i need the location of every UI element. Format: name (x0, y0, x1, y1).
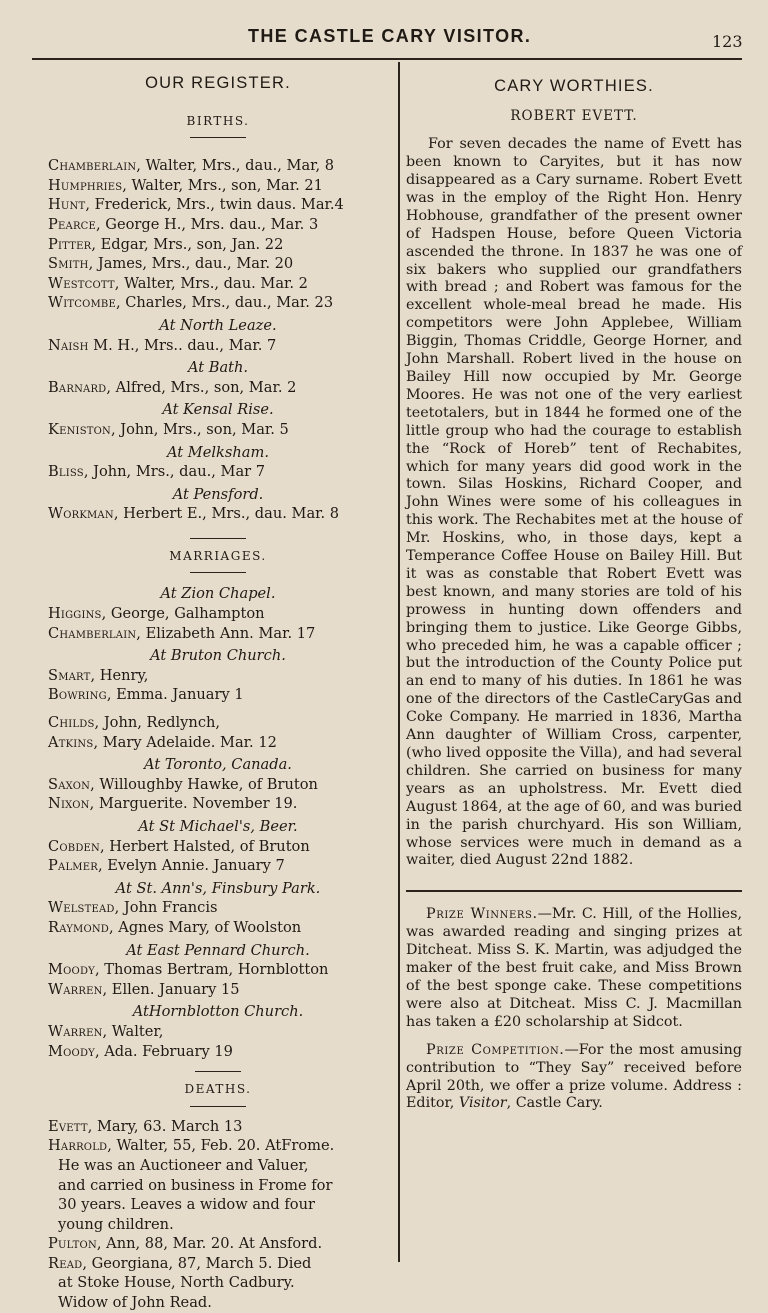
entry-surname: Palmer (48, 857, 98, 875)
entry-surname: Barnard (48, 378, 107, 396)
entry-details: , Ada. February 19 (94, 1042, 233, 1060)
page-number: 123 (712, 32, 743, 51)
entry-details: young children. (58, 1215, 174, 1233)
place-heading: At North Leaze. (159, 316, 277, 334)
register-entry (48, 1254, 388, 1274)
entry-details: , Frederick, Mrs., twin daus. Mar.4 (85, 196, 344, 214)
entry-surname: Read (48, 1254, 83, 1272)
entry-details: , George H., Mrs. dau., Mar. 3 (96, 215, 319, 233)
register-entry (48, 604, 388, 624)
place-heading: At Bath. (187, 359, 249, 377)
place-heading: At Pensford. (172, 485, 264, 503)
register-entry (48, 274, 388, 294)
entry-surname: Harrold (48, 1137, 108, 1155)
entry-details: , Henry, (90, 666, 149, 684)
entry-surname: Humphries (48, 176, 123, 194)
article-separator (406, 890, 742, 892)
register-entry (48, 898, 388, 918)
entry-details: , John Francis (114, 899, 218, 917)
entry-surname: Chamberlain (48, 624, 137, 642)
entry-details: , James, Mrs., dau., Mar. 20 (88, 255, 294, 273)
entry-details: , Elizabeth Ann. Mar. 17 (136, 624, 316, 642)
entry-surname: Warren (48, 1022, 103, 1040)
entry-details: , Georgiana, 87, March 5. Died (82, 1254, 312, 1272)
entry-details: He was an Auctioneer and Valuer, (58, 1156, 309, 1174)
deaths-top-rule (195, 1071, 241, 1072)
entry-surname: Bliss (48, 463, 84, 481)
register-entry (48, 176, 388, 196)
header-rule (32, 58, 742, 60)
entry-details: 30 years. Leaves a widow and four (58, 1196, 315, 1214)
entry-details: , Thomas Bertram, Hornblotton (94, 961, 329, 979)
entry-details: , Edgar, Mrs., son, Jan. 22 (91, 235, 284, 253)
marriages-top-rule (190, 538, 246, 539)
entry-surname: Warren (48, 980, 103, 998)
place-heading: At Bruton Church. (150, 647, 286, 665)
marriages-heading: MARRIAGES. (169, 548, 267, 563)
entry-details: , Ellen. January 15 (102, 980, 240, 998)
entry-details: , George, Galhampton (101, 605, 265, 623)
place-heading: At Zion Chapel. (160, 585, 276, 603)
deaths-heading: DEATHS. (184, 1082, 252, 1097)
entry-details: , Mary, 63. March 13 (87, 1117, 243, 1135)
entry-surname: Workman (48, 505, 114, 523)
register-entry (48, 1215, 388, 1235)
entry-details: , Walter, 55, Feb. 20. AtFrome. (107, 1137, 335, 1155)
register-entry (48, 336, 388, 356)
entry-details: , Willoughby Hawke, of Bruton (90, 775, 318, 793)
entry-details: M. H., Mrs.. dau., Mar. 7 (88, 336, 277, 354)
register-entry (48, 1156, 388, 1176)
entry-surname: Pulton (48, 1235, 97, 1253)
births-list (48, 156, 388, 313)
entry-surname: Saxon (48, 775, 91, 793)
place-heading: AtHornblotton Church. (132, 1003, 304, 1021)
register-entry (48, 666, 388, 686)
prize-winners-label: Prize Winners. (426, 906, 538, 923)
register-entry (48, 1176, 388, 1196)
entry-surname: Keniston (48, 420, 111, 438)
entry-surname: Cobden (48, 837, 100, 855)
prize-competition-address: , Castle Cary. (506, 1095, 603, 1112)
deaths-list (48, 1117, 388, 1313)
register-entry (48, 837, 388, 857)
register-entry (48, 504, 388, 524)
worthies-body: For seven decades the name of Evett has been known to Caryites, but it has now disappeared as a Cary surname. Robert Evett was in the employ of the Right Hon. Henry Hobhouse, grandfather of the present owner of Hadspen House, before Queen Victoria ascended the throne. In 1837 he was one of six bakers who supplied our grandfathers with bread ; and Robert was famous for the excellent whole-meal bread he made. His competitors were John Applebee, William Biggin, Thomas Criddle, George Horner, and John Marshall. Robert lived in the house on Bailey Hill now occupied by Mr. George Moores. He was not one of the very earliest teetotalers, but in 1844 he formed one of the little group who had the courage to establish the “Rock of Horeb” tent of Rechabites, which for many years did good work in the town. Silas Hoskins, Richard Cooper, and John Wines were some of his colleagues in this work. The Rechabites met at the house of Mr. Hoskins, who, in those days, kept a Temperance Coffee House on Bailey Hill. But it was as constable that Robert Evett was best known, and many stories are told of his prowess in hunting down offenders and bringing them to justice. Like George Gibbs, who preceded him, he was a capable officer ; but the introduction of the County Police put an end to many of his duties. In 1861 he was one of the directors of the CastleCaryGas and Coke Company. He married in 1836, Martha Ann daughter of William Cross, carpenter, (who lived opposite the Villa), and had several children. She carried on business for many years as an upholstress. Mr. Evett died August 1864, at the age of 60, and was buried in the parish churchyard. His son William, whose services were much in demand as a waiter, died August 22nd 1882. (406, 136, 742, 869)
register-entry (48, 685, 388, 705)
running-title: THE CASTLE CARY VISITOR. (248, 26, 532, 46)
entry-details: , Evelyn Annie. January 7 (97, 857, 285, 875)
register-entry (48, 960, 388, 980)
entry-surname: Childs (48, 714, 95, 732)
prize-competition-paragraph (406, 1042, 742, 1114)
place-heading: At St. Ann's, Finsbury Park. (115, 879, 321, 897)
entry-details: and carried on business in Frome for (58, 1176, 333, 1194)
worthies-column (406, 62, 742, 1113)
register-entry (48, 1293, 388, 1313)
register-entry (48, 156, 388, 176)
register-entry (48, 195, 388, 215)
entry-surname: Raymond (48, 918, 110, 936)
births-heading: BIRTHS. (186, 113, 250, 128)
entry-surname: Nixon (48, 795, 90, 813)
worthies-subject: ROBERT EVETT. (510, 107, 638, 124)
entry-surname: Bowring (48, 686, 107, 704)
place-heading: At Melksham. (167, 443, 269, 461)
entry-details: , Walter, Mrs., dau. Mar. 2 (114, 274, 308, 292)
entry-surname: Moody (48, 961, 95, 979)
place-heading: At Kensal Rise. (162, 401, 274, 419)
register-entry (48, 254, 388, 274)
register-entry (48, 1136, 388, 1156)
entry-surname: Witcombe (48, 294, 116, 312)
register-entry (48, 1195, 388, 1215)
page-header (0, 22, 768, 52)
entry-details: , Walter, Mrs., son, Mar. 21 (122, 176, 323, 194)
entry-surname: Chamberlain (48, 157, 137, 175)
entry-details: , Marguerite. November 19. (89, 795, 298, 813)
entry-details: , Alfred, Mrs., son, Mar. 2 (106, 378, 297, 396)
register-entry (48, 420, 388, 440)
entry-surname: Welstead (48, 899, 115, 917)
entry-surname: Hunt (48, 196, 86, 214)
entry-surname: Westcott (48, 274, 115, 292)
entry-surname: Atkins (48, 733, 94, 751)
register-entry (48, 1273, 388, 1293)
register-entry (48, 1042, 388, 1062)
entry-surname: Moody (48, 1042, 95, 1060)
prize-competition-label: Prize Competition. (426, 1041, 565, 1058)
register-entry (48, 856, 388, 876)
prize-competition-text: —For the most amusing contribution to “They Say” received before April 20th, we offer a prize volume. Address : Editor, (406, 1041, 742, 1112)
register-entry (48, 378, 388, 398)
entry-surname: Naish (48, 336, 89, 354)
worthies-title: CARY WORTHIES. (494, 77, 654, 95)
register-entry (48, 980, 388, 1000)
entry-details: , Agnes Mary, of Woolston (109, 918, 302, 936)
register-entry (48, 1234, 388, 1254)
entry-details: , John, Redlynch, (94, 714, 221, 732)
entry-surname: Evett (48, 1117, 88, 1135)
entry-surname: Smith (48, 255, 89, 273)
entry-surname: Smart (48, 666, 91, 684)
entry-details: at Stoke House, North Cadbury. (58, 1274, 295, 1292)
entry-details: , Herbert Halsted, of Bruton (99, 837, 310, 855)
register-entry (48, 1022, 388, 1042)
births-groups (48, 316, 388, 524)
register-entry (48, 794, 388, 814)
entry-details: , Herbert E., Mrs., dau. Mar. 8 (113, 505, 340, 523)
entry-surname: Pearce (48, 215, 97, 233)
entry-surname: Pitter (48, 235, 92, 253)
register-entry (48, 215, 388, 235)
register-entry (48, 713, 388, 733)
register-column (48, 62, 388, 1313)
entry-details: , Walter, Mrs., dau., Mar, 8 (136, 157, 335, 175)
entry-surname: Higgins (48, 605, 102, 623)
column-divider (398, 62, 400, 1262)
entry-details: , Walter, (102, 1022, 164, 1040)
worthies-article (406, 136, 742, 870)
prize-winners-paragraph (406, 906, 742, 1031)
entry-details: , Mary Adelaide. Mar. 12 (93, 733, 277, 751)
register-entry (48, 624, 388, 644)
entry-details: , Emma. January 1 (106, 686, 244, 704)
entry-details: , John, Mrs., son, Mar. 5 (110, 420, 289, 438)
register-entry (48, 462, 388, 482)
register-entry (48, 918, 388, 938)
register-entry (48, 1117, 388, 1137)
place-heading: At St Michael's, Beer. (138, 818, 298, 835)
register-entry (48, 293, 388, 313)
prize-winners-text: —Mr. C. Hill, of the Hollies, was awarded reading and singing prizes at Ditcheat. Miss S. K. Martin, was adjudged the maker of the best fruit cake, and Miss Brown of the best sponge cake. These competitions were also at Ditcheat. Miss C. J. Macmillan has taken a £20 scholarship at Sidcot. (406, 906, 742, 1030)
marriages-list (48, 584, 388, 1061)
entry-details: , John, Mrs., dau., Mar 7 (83, 463, 266, 481)
register-entry (48, 775, 388, 795)
register-entry (48, 733, 388, 753)
entry-details: , Ann, 88, Mar. 20. At Ansford. (96, 1235, 323, 1253)
entry-details: , Charles, Mrs., dau., Mar. 23 (115, 294, 334, 312)
register-entry (48, 235, 388, 255)
place-heading: At Toronto, Canada. (144, 756, 292, 774)
place-heading: At East Pennard Church. (126, 941, 310, 959)
entry-details: Widow of John Read. (58, 1294, 212, 1312)
visitor-title: Visitor (458, 1095, 507, 1112)
register-title: OUR REGISTER. (145, 74, 291, 92)
